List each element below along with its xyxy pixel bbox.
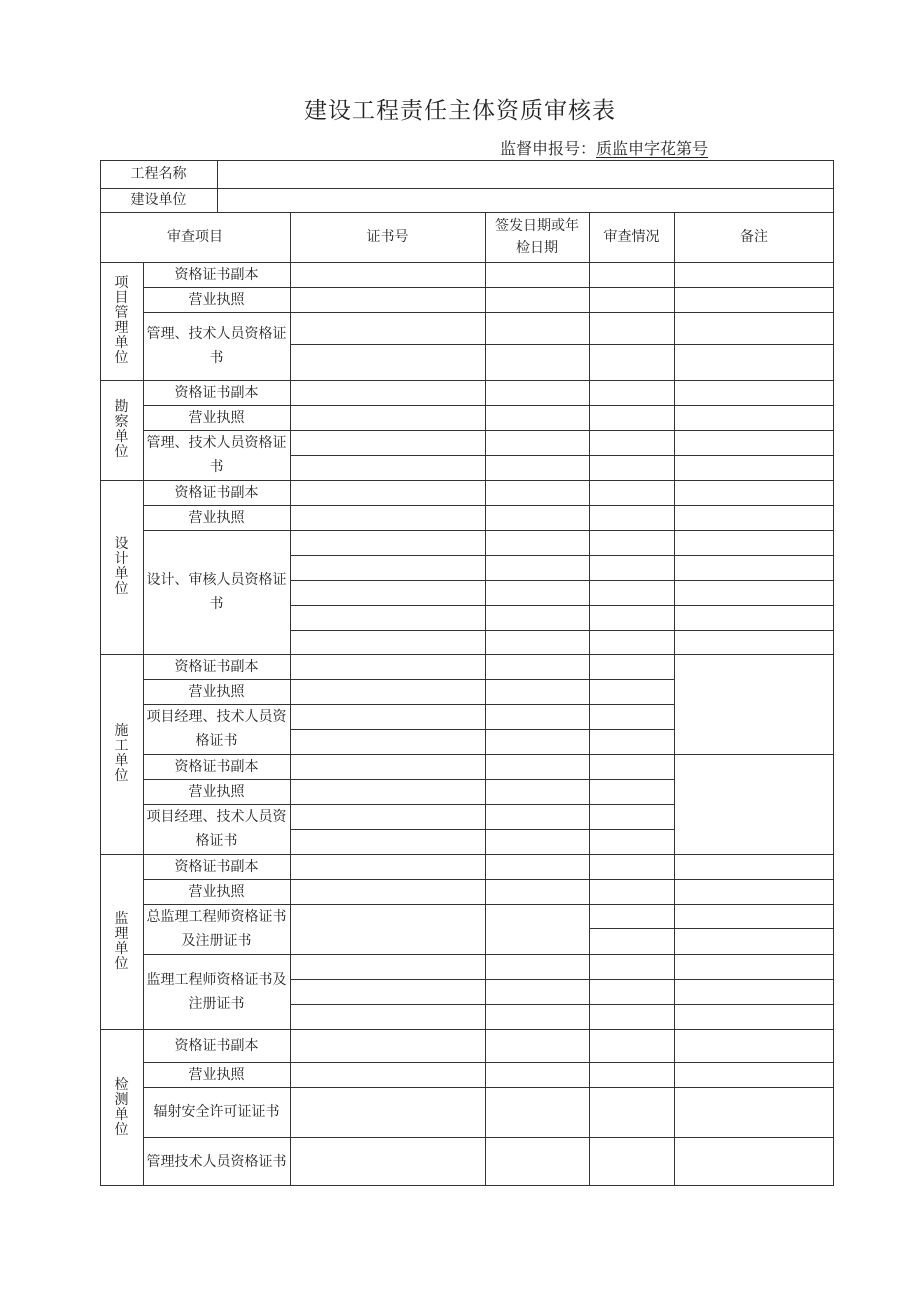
table-grid-line <box>217 160 218 213</box>
section-construction: 施工单位 <box>114 723 129 784</box>
table-grid-line <box>589 212 590 1186</box>
item-qualification-copy: 资格证书副本 <box>174 384 259 401</box>
review-table <box>100 160 834 1186</box>
header-review-status: 审查情况 <box>603 229 660 245</box>
table-grid-line <box>100 654 834 655</box>
table-grid-line <box>833 160 834 1186</box>
section-project-management: 项目管理单位 <box>114 275 129 366</box>
item-business-license: 营业执照 <box>188 291 245 308</box>
header-issue-date-line1: 签发日期或年 <box>495 218 579 234</box>
table-grid-line <box>143 1087 834 1088</box>
page-title: 建设工程责任主体资质审核表 <box>304 98 616 124</box>
section-testing: 检测单位 <box>114 1076 129 1138</box>
item-business-license: 营业执照 <box>188 783 245 800</box>
table-grid-line <box>143 312 834 313</box>
table-grid-line <box>485 212 486 1186</box>
item-qualification-copy: 资格证书副本 <box>174 266 259 283</box>
table-grid-line <box>100 212 834 213</box>
item-business-license: 营业执照 <box>188 509 245 526</box>
section-supervision: 监理单位 <box>114 910 129 972</box>
table-grid-line <box>290 455 834 456</box>
item-manager-certificates: 项目经理、技术人员资格证书 <box>146 709 287 749</box>
table-grid-line <box>290 344 834 345</box>
table-grid-line <box>589 928 834 929</box>
item-manager-certificates: 项目经理、技术人员资格证书 <box>146 809 287 849</box>
table-grid-line <box>143 1137 834 1138</box>
table-grid-line <box>100 854 834 855</box>
table-grid-line <box>143 879 834 880</box>
item-staff-certificates: 管理、技术人员资格证书 <box>146 326 287 366</box>
table-grid-line <box>290 630 834 631</box>
item-business-license: 营业执照 <box>188 683 245 700</box>
table-grid-line <box>100 380 834 381</box>
section-survey: 勘察单位 <box>114 399 129 460</box>
table-grid-line <box>143 754 834 755</box>
table-grid-line <box>290 729 675 730</box>
item-designer-certificates: 设计、审核人员资格证书 <box>146 572 287 612</box>
table-grid-line <box>143 679 675 680</box>
item-business-license: 营业执照 <box>188 1066 245 1083</box>
report-number-value: 质监申字花第号 <box>596 139 709 158</box>
table-grid-line <box>290 979 834 980</box>
header-review-item: 审查项目 <box>167 229 223 245</box>
table-grid-line <box>290 605 834 606</box>
item-qualification-copy: 资格证书副本 <box>174 658 259 675</box>
table-grid-line <box>143 804 675 805</box>
table-grid-line <box>100 1185 834 1186</box>
project-name-label: 工程名称 <box>130 166 187 182</box>
item-radiation-license: 辐射安全许可证证书 <box>153 1104 280 1120</box>
section-design: 设计单位 <box>114 536 129 597</box>
item-staff-certificates: 管理技术人员资格证书 <box>146 1153 287 1170</box>
table-grid-line <box>143 405 834 406</box>
project-name-field[interactable] <box>217 160 834 188</box>
table-grid-line <box>143 904 834 905</box>
item-qualification-copy: 资格证书副本 <box>174 1037 259 1054</box>
table-grid-line <box>143 779 675 780</box>
header-issue-date <box>485 212 589 262</box>
item-business-license: 营业执照 <box>188 409 245 426</box>
table-grid-line <box>674 212 675 1186</box>
item-qualification-copy: 资格证书副本 <box>174 484 259 501</box>
table-grid-line <box>143 430 834 431</box>
table-grid-line <box>143 505 834 506</box>
item-qualification-copy: 资格证书副本 <box>174 758 259 775</box>
table-grid-line <box>143 704 675 705</box>
header-cert-number: 证书号 <box>366 229 409 245</box>
table-grid-line <box>100 262 834 263</box>
table-grid-line <box>290 1004 834 1005</box>
table-grid-line <box>143 530 834 531</box>
table-grid-line <box>143 1062 834 1063</box>
table-grid-line <box>100 1029 834 1030</box>
table-grid-line <box>143 262 144 1186</box>
construction-unit-field[interactable] <box>217 188 834 212</box>
table-grid-line <box>100 188 834 189</box>
item-qualification-copy: 资格证书副本 <box>174 858 259 875</box>
table-grid-line <box>100 480 834 481</box>
header-remark: 备注 <box>740 229 768 245</box>
report-number-label: 监督申报号： <box>500 139 597 158</box>
item-business-license: 营业执照 <box>188 883 245 900</box>
table-grid-line <box>290 555 834 556</box>
item-engineer-certificates: 监理工程师资格证书及注册证书 <box>146 971 287 1012</box>
table-grid-line <box>143 954 834 955</box>
table-grid-line <box>290 829 675 830</box>
header-issue-date-line2: 检日期 <box>516 240 558 256</box>
table-grid-line <box>290 580 834 581</box>
table-grid-line <box>100 160 834 161</box>
construction-unit-label: 建设单位 <box>130 192 187 208</box>
item-staff-certificates: 管理、技术人员资格证书 <box>146 435 287 475</box>
table-grid-line <box>290 212 291 1186</box>
report-number <box>500 136 708 159</box>
table-grid-line <box>143 287 834 288</box>
item-chief-engineer-certificates: 总监理工程师资格证书及注册证书 <box>146 909 287 949</box>
table-grid-line <box>100 160 101 1186</box>
